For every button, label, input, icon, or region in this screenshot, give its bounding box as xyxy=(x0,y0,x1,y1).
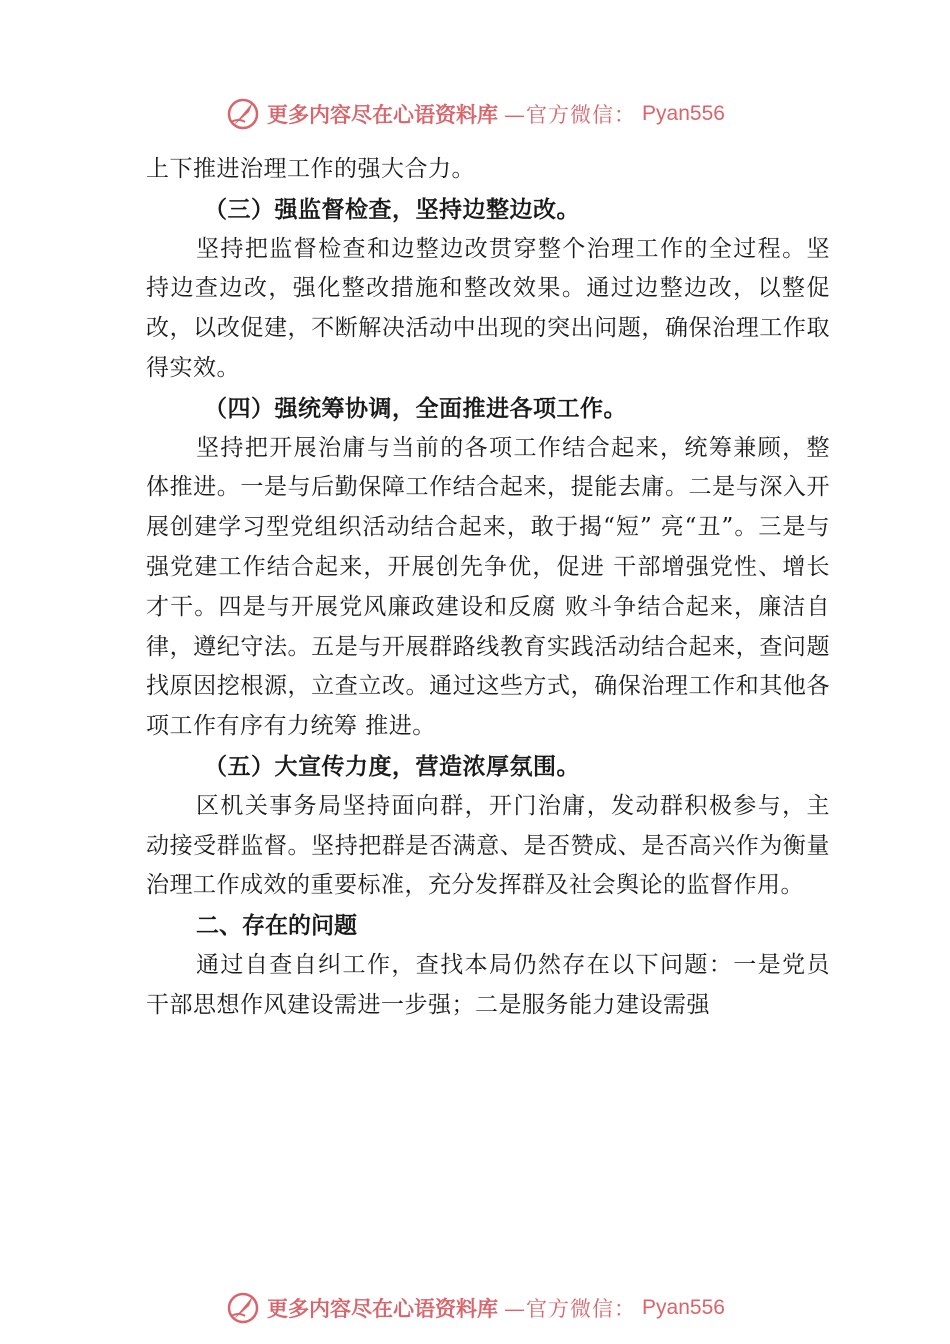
section-heading-4: （四）强统筹协调，全面推进各项工作。 xyxy=(204,394,627,422)
watermark-banner-bottom xyxy=(0,1286,950,1330)
watermark-banner-top xyxy=(0,92,950,136)
chapter-heading: 二、存在的问题 xyxy=(196,913,357,940)
section-paragraph-3: 坚持把监督检查和边整边改贯穿整个治理工作的全过程。坚持边查边改，强化整改措施和整改效果。通过边整边改，以整促改，以改促建，不断解决活动中出现的突出问题，确保治理工作取得实效。 xyxy=(146,235,830,381)
quill-logo-icon xyxy=(225,1290,261,1326)
watermark-wechat-id: Pyan556 xyxy=(642,1296,725,1319)
section-paragraph-5: 区机关事务局坚持面向群，开门治庸，发动群积极参与，主动接受群监督。坚持把群是否满意、是否赞成、是否高兴作为衡量治理工作成效的重要标准，充分发挥群及社会舆论的监督作用。 xyxy=(146,792,830,899)
section-paragraph-4: 坚持把开展治庸与当前的各项工作结合起来，统筹兼顾，整体推进。一是与后勤保障工作结合起来，提能去庸。二是与深入开展创建学习型党组织活动结合起来，敢于揭“短” 亮“丑”。三是与强党建工作结合起来，开展创先争优，促进 干部增强党性、增长才干。四是与开展党风廉政建设和反腐 败斗争结合起来，廉洁自律，遵纪守法。五是与开展群路线教育实践活动结合起来，查问题找原因挖根源，立查立改。通过这些方式，确保治理工作和其他各项工作有序有力统筹 推进。 xyxy=(146,434,830,740)
chapter-paragraph: 通过自查自纠工作，查找本局仍然存在以下问题：一是党员干部思想作风建设需进一步强；二是服务能力建设需强 xyxy=(146,952,830,1018)
watermark-main-text: 更多内容尽在心语资料库 xyxy=(267,102,499,127)
section-heading-5: （五）大宣传力度，营造浓厚氛围。 xyxy=(204,752,580,780)
quill-logo-icon xyxy=(225,96,261,132)
watermark-sub-text: —官方微信： xyxy=(504,103,637,127)
section-heading-3: （三）强监督检查，坚持边整边改。 xyxy=(204,195,580,223)
document-body xyxy=(146,150,830,1026)
watermark-sub-text: —官方微信： xyxy=(504,1297,637,1321)
watermark-main-text: 更多内容尽在心语资料库 xyxy=(267,1296,499,1321)
watermark-wechat-id: Pyan556 xyxy=(642,102,725,125)
lead-paragraph: 上下推进治理工作的强大合力。 xyxy=(146,156,475,182)
